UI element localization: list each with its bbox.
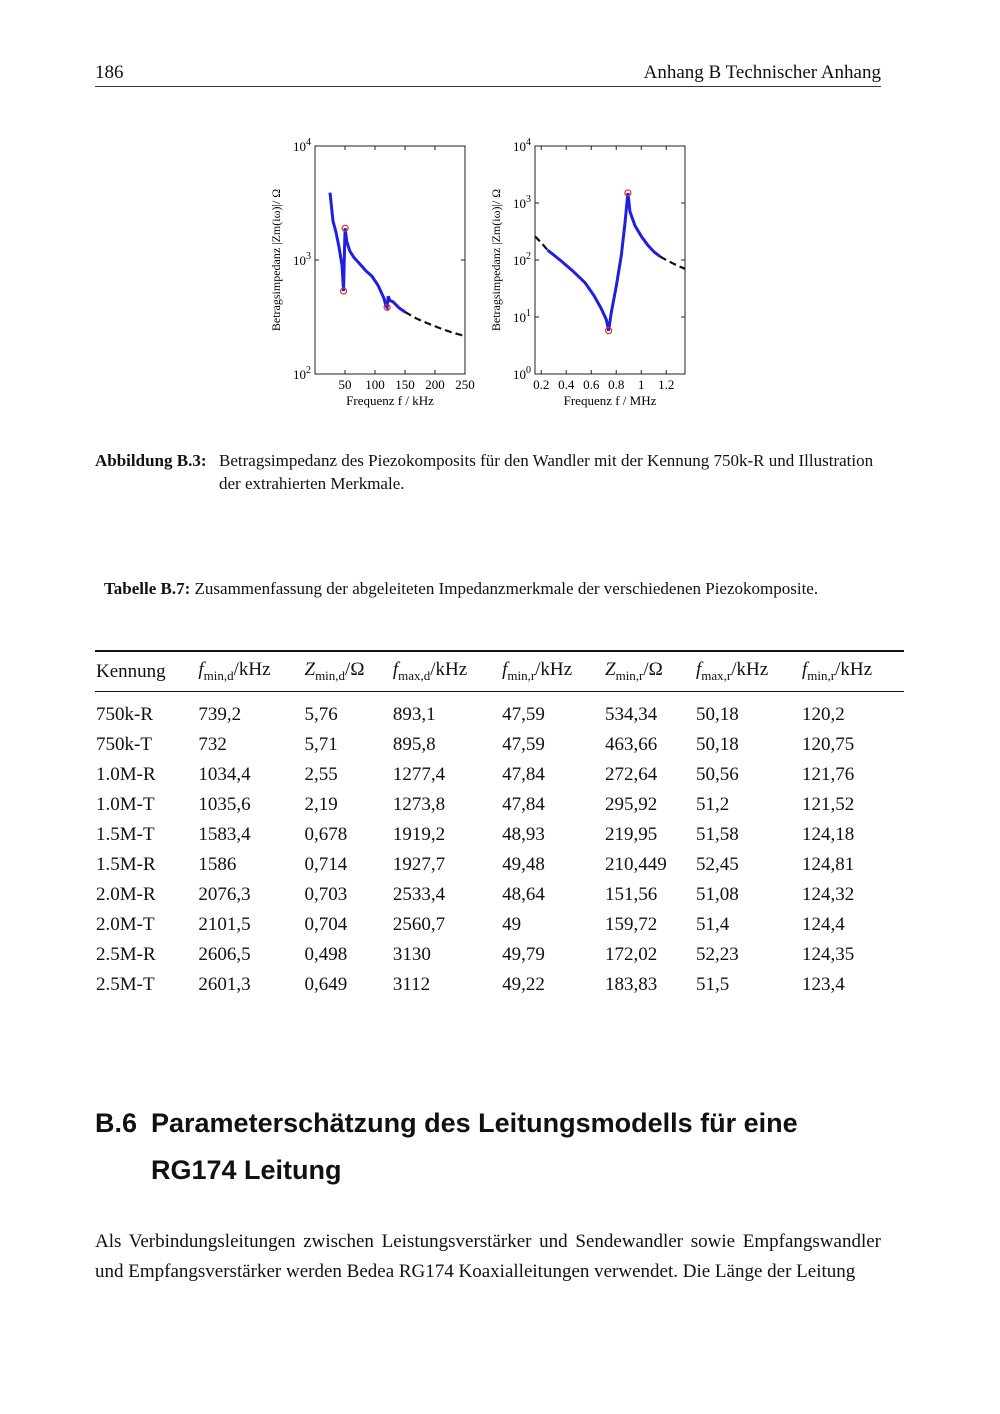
table-cell: 123,4 [802, 974, 845, 995]
x-tick-label: 0.2 [533, 377, 550, 392]
plot-right-mhz [489, 137, 685, 408]
table-header-5: $Z_{min,r}/\Omega$ [604, 651, 695, 692]
table-cell: 2.5M-T [96, 974, 155, 995]
table-row [95, 970, 904, 1000]
table-header-3: $f_{max,d}$/kHz [392, 651, 501, 692]
table-cell: 49,48 [502, 854, 545, 875]
table-cell: 295,92 [605, 794, 658, 815]
table-row [95, 730, 904, 760]
table-caption-label: Tabelle B.7: [104, 579, 191, 598]
table-cell: 51,58 [695, 824, 739, 845]
table-cell: 124,4 [802, 914, 845, 935]
table-cell: 2560,7 [392, 914, 446, 935]
running-title: Anhang B Technischer Anhang [643, 62, 881, 83]
section-title: Parameterschätzung des Leitungsmodells für eine RG174 Leitung [151, 1108, 798, 1185]
y-tick-label: $10^2$ [293, 365, 311, 382]
plot-frame [535, 146, 685, 374]
x-tick-label: 1.2 [658, 377, 675, 392]
table-row [95, 820, 904, 850]
table-cell: 5,71 [304, 734, 338, 755]
y-tick-label: $10^4$ [293, 137, 311, 154]
table-cell: 1583,4 [198, 824, 251, 845]
table-cell: 893,1 [392, 704, 436, 725]
plot-frame [315, 146, 465, 374]
table-cell: 0,649 [304, 974, 348, 995]
table-cell: 2601,3 [198, 974, 251, 995]
table-cell: 2606,5 [198, 944, 251, 965]
table-row [95, 880, 904, 910]
table-cell: 2101,5 [198, 914, 251, 935]
table-cell: 463,66 [605, 734, 658, 755]
table-row [95, 790, 904, 820]
table-cell: 121,52 [802, 794, 855, 815]
table-cell: 52,23 [695, 944, 739, 965]
table-cell: 1277,4 [392, 764, 446, 785]
table-cell: 52,45 [695, 854, 739, 875]
table-cell: 159,72 [605, 914, 658, 935]
table-cell: 0,703 [304, 884, 348, 905]
x-tick-label: 250 [455, 377, 475, 392]
table-header-6: $f_{max,r}$/kHz [695, 651, 801, 692]
table-cell: 2.5M-R [96, 944, 156, 965]
table-cell: 124,18 [802, 824, 855, 845]
table-cell: 1273,8 [392, 794, 446, 815]
extrapolation-line [660, 257, 685, 269]
table-cell: 2.0M-R [96, 884, 156, 905]
y-tick-label: $10^3$ [293, 251, 311, 268]
table-cell: 120,75 [802, 734, 855, 755]
figure-caption-text: Betragsimpedanz des Piezokomposits für den Wandler mit der Kennung 750k-R und Illustration der extrahierten Merkmale. [219, 451, 874, 493]
table-cell: 50,18 [695, 704, 739, 725]
table-row [95, 910, 904, 940]
table-cell: 49,22 [502, 974, 545, 995]
table-cell: 172,02 [605, 944, 658, 965]
table-cell: 1919,2 [392, 824, 446, 845]
table-cell: 534,34 [605, 704, 658, 725]
running-head [95, 62, 881, 87]
x-axis-label: Frequenz f / kHz [346, 393, 434, 408]
table-cell: 1586 [198, 854, 237, 875]
extrapolation-line [405, 312, 465, 336]
table-cell: 49 [502, 914, 522, 935]
x-tick-label: 0.4 [558, 377, 575, 392]
table-cell: 2533,4 [392, 884, 446, 905]
table-header-7: $f_{min,r}$/kHz [801, 651, 904, 692]
table-cell: 732 [198, 734, 227, 755]
x-axis-label: Frequenz f / MHz [563, 393, 657, 408]
table-cell: 750k-T [96, 734, 152, 755]
table-row [95, 940, 904, 970]
table-cell: 1.5M-T [96, 824, 155, 845]
y-tick-label: $10^1$ [513, 308, 531, 325]
table-cell: 51,4 [695, 914, 730, 935]
figure-caption [95, 449, 885, 495]
table-header-4: $f_{min,r}$/kHz [501, 651, 604, 692]
table-cell: 739,2 [198, 704, 242, 725]
table-cell: 1.0M-T [96, 794, 155, 815]
y-tick-label: $10^2$ [513, 251, 531, 268]
table-cell: 0,714 [304, 854, 348, 875]
table-cell: 2.0M-T [96, 914, 155, 935]
table-cell: 48,93 [502, 824, 545, 845]
table-header-2: $Z_{min,d}/\Omega$ [303, 651, 391, 692]
table-cell: 0,704 [304, 914, 348, 935]
table-cell: 47,84 [502, 764, 545, 785]
table-cell: 151,56 [605, 884, 658, 905]
y-tick-label: $10^0$ [513, 365, 531, 382]
table-header-0: Kennung [95, 651, 197, 692]
table-cell: 1.5M-R [96, 854, 156, 875]
table-cell: 47,84 [502, 794, 545, 815]
plot-left-khz [269, 137, 475, 408]
table-cell: 124,32 [802, 884, 855, 905]
table-cell: 1927,7 [392, 854, 446, 875]
table-cell: 3130 [392, 944, 431, 965]
x-tick-label: 100 [365, 377, 385, 392]
y-axis-label: Betragsimpedanz |Zm(iω)|/ Ω [269, 188, 283, 332]
table-cell: 0,678 [304, 824, 348, 845]
x-tick-label: 50 [338, 377, 352, 392]
table-cell: 210,449 [605, 854, 667, 875]
table-cell: 124,35 [802, 944, 855, 965]
y-tick-label: $10^3$ [513, 194, 531, 211]
table-cell: 1.0M-R [96, 764, 156, 785]
page-number: 186 [95, 62, 124, 83]
table-cell: 120,2 [802, 704, 845, 725]
impedance-table [95, 650, 904, 1000]
impedance-line [330, 193, 405, 312]
table-cell: 183,83 [605, 974, 658, 995]
table-cell: 750k-R [96, 704, 153, 725]
table-cell: 124,81 [802, 854, 855, 875]
y-tick-label: $10^4$ [513, 137, 531, 154]
table-caption [104, 579, 904, 599]
table-cell: 51,5 [695, 974, 730, 995]
body-paragraph: Als Verbindungsleitungen zwischen Leistungsverstärker und Sendewandler sowie Empfangswandler und Empfangsverstärker werden Bedea RG174 Koaxialleitungen verwendet. Die Länge der Leitung [95, 1231, 881, 1282]
table-cell: 219,95 [605, 824, 658, 845]
section-number: B.6 [95, 1108, 138, 1138]
table-cell: 121,76 [802, 764, 855, 785]
table-cell: 47,59 [502, 734, 545, 755]
table-cell: 2,55 [304, 764, 338, 785]
x-tick-label: 200 [425, 377, 445, 392]
table-cell: 2,19 [304, 794, 338, 815]
x-tick-label: 0.8 [608, 377, 625, 392]
table-caption-text: Zusammenfassung der abgeleiteten Impedanzmerkmale der verschiedenen Piezokomposite. [194, 579, 819, 598]
x-tick-label: 1 [638, 377, 645, 392]
figure-caption-label: Abbildung B.3: [95, 451, 207, 470]
table-cell: 1034,4 [198, 764, 251, 785]
table-cell: 0,498 [304, 944, 348, 965]
table-header-1: $f_{min,d}$/kHz [197, 651, 303, 692]
table-row [95, 760, 904, 790]
impedance-line [548, 193, 661, 331]
table-cell: 895,8 [392, 734, 436, 755]
table-cell: 50,18 [695, 734, 739, 755]
x-tick-label: 150 [395, 377, 415, 392]
table-cell: 51,2 [695, 794, 730, 815]
table-cell: 1035,6 [198, 794, 251, 815]
y-axis-label: Betragsimpedanz |Zm(iω)|/ Ω [489, 188, 503, 332]
impedance-figure [255, 135, 705, 415]
table-row [95, 692, 904, 731]
table-cell: 51,08 [695, 884, 739, 905]
table-cell: 272,64 [605, 764, 658, 785]
table-cell: 47,59 [502, 704, 545, 725]
extrapolation-line [535, 236, 548, 250]
table-header-row [95, 651, 904, 692]
table-cell: 2076,3 [198, 884, 251, 905]
table-cell: 3112 [392, 974, 431, 995]
table-cell: 5,76 [304, 704, 338, 725]
x-tick-label: 0.6 [583, 377, 600, 392]
table-cell: 48,64 [502, 884, 545, 905]
table-cell: 49,79 [502, 944, 545, 965]
table-row [95, 850, 904, 880]
table-cell: 50,56 [695, 764, 739, 785]
